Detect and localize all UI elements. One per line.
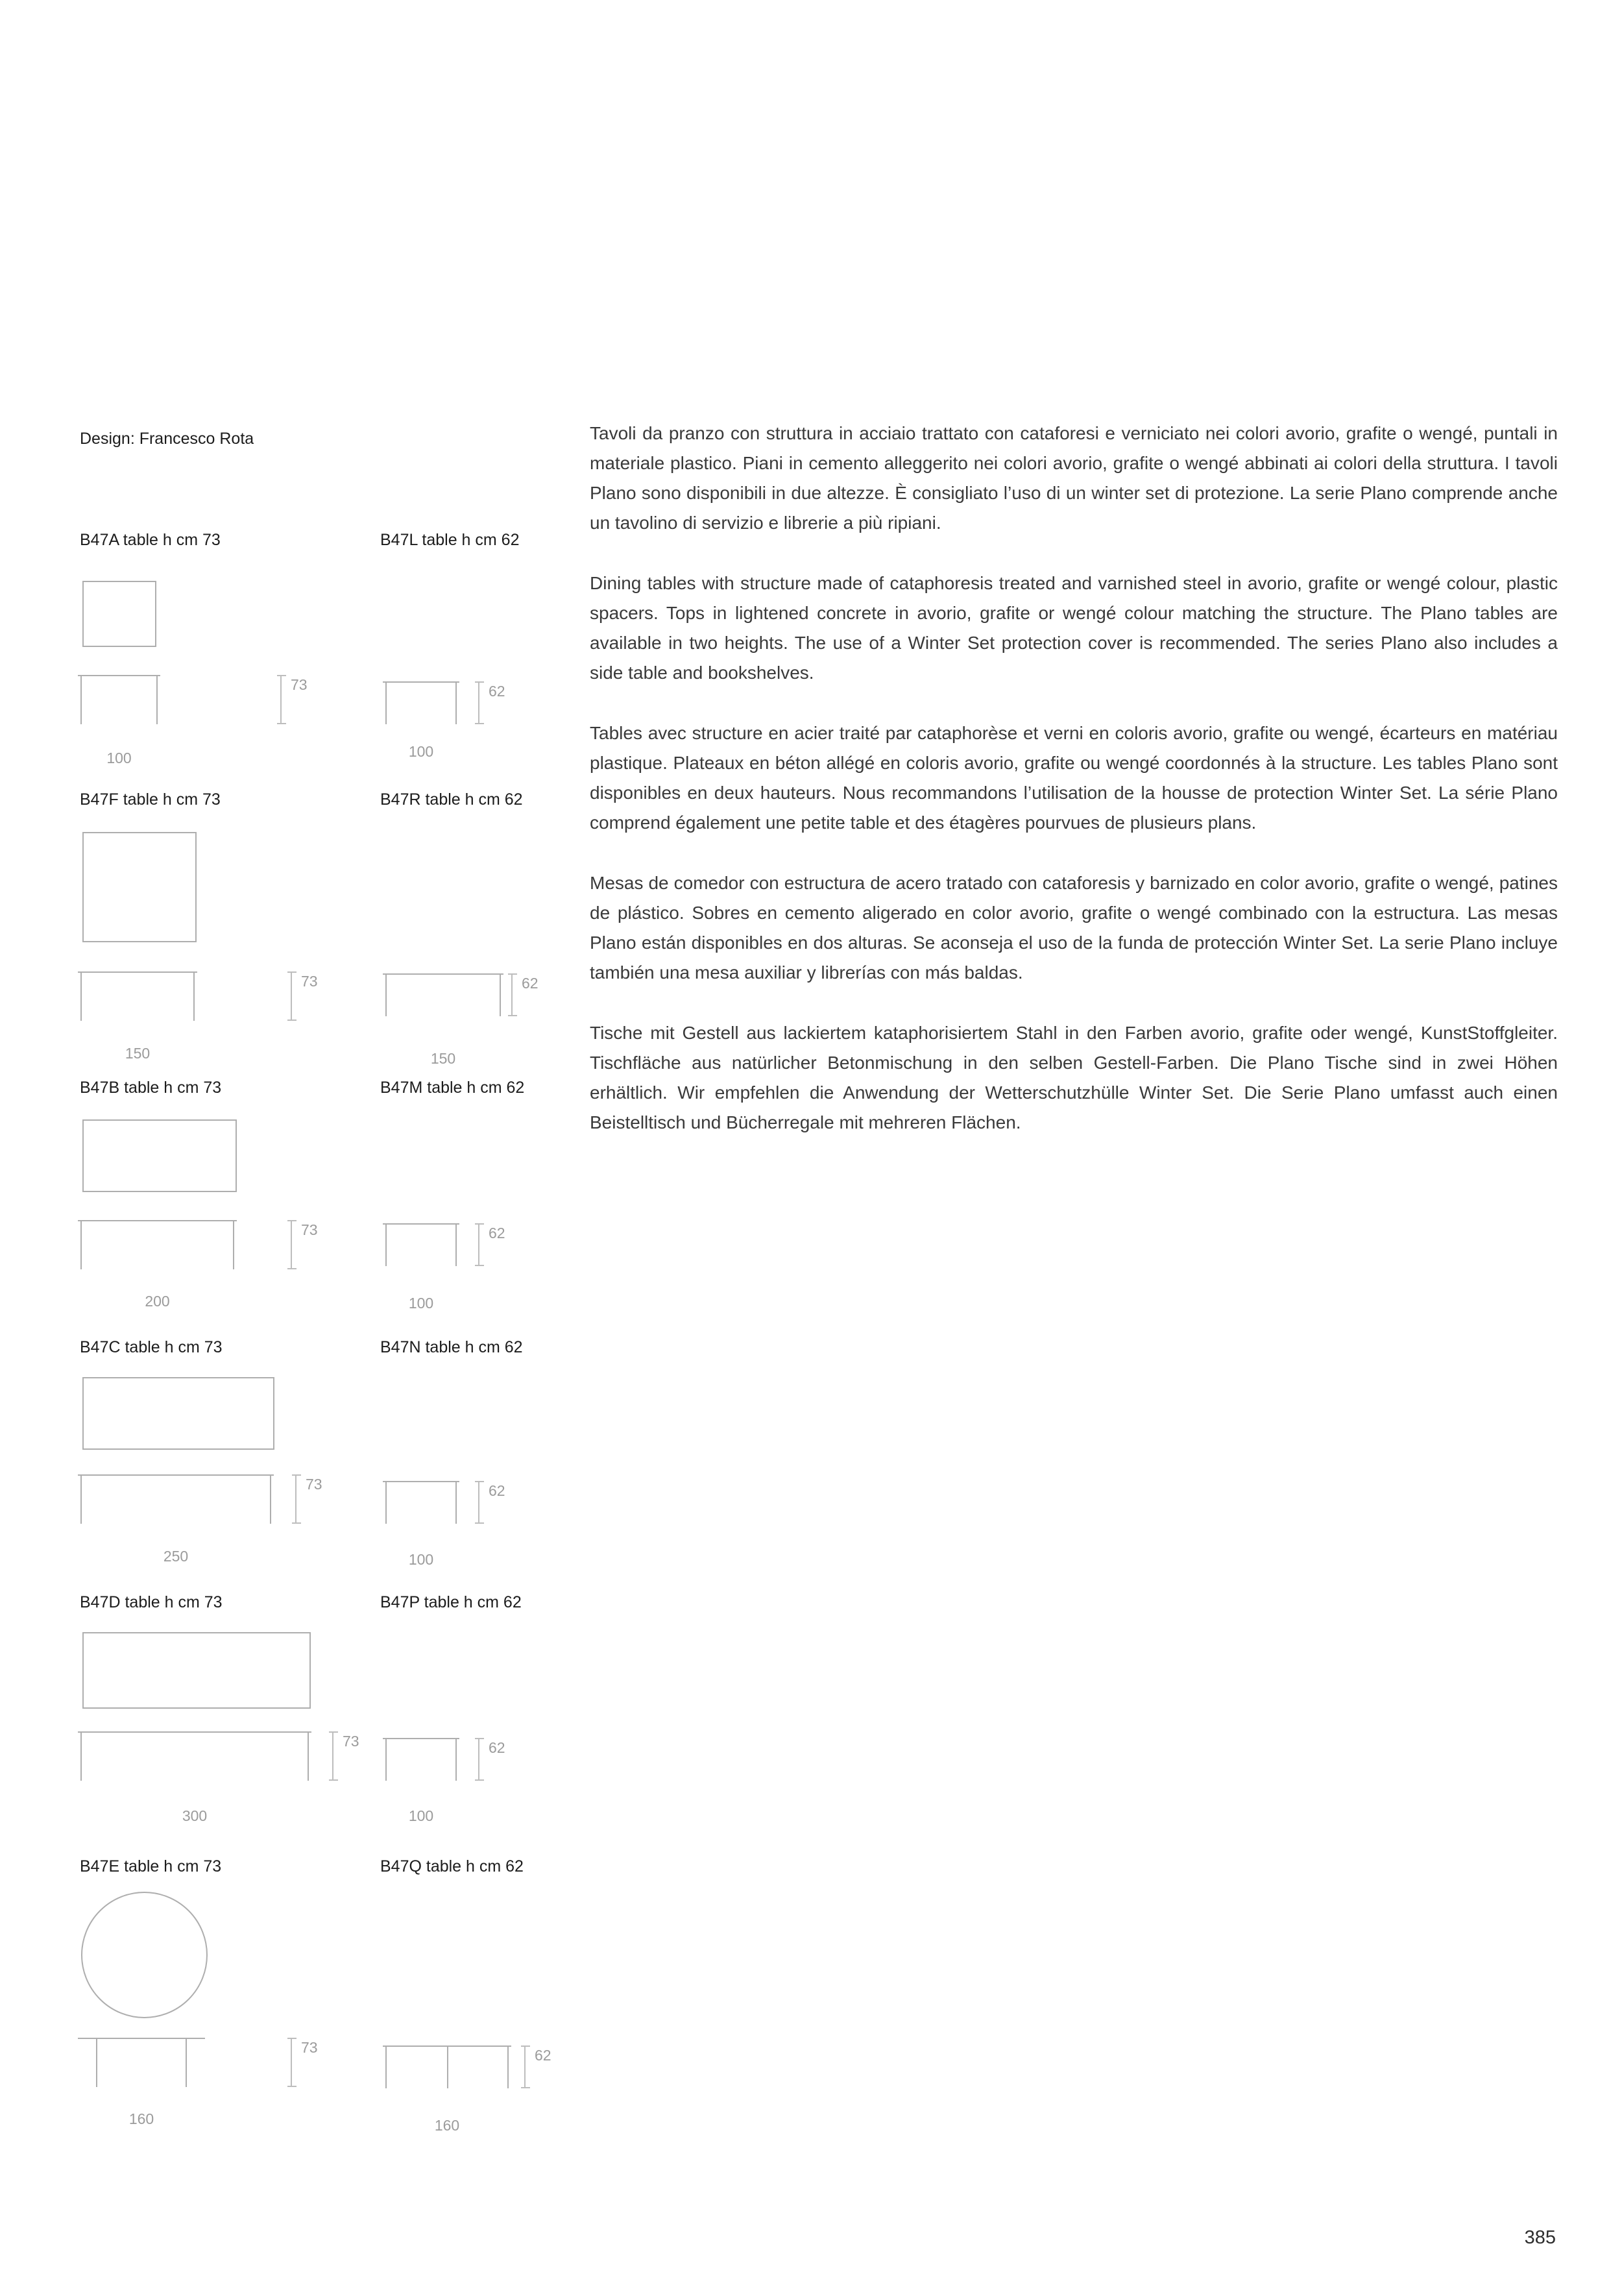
product-label: B47R table h cm 62 [380, 790, 523, 809]
height-dimension [291, 1220, 343, 1269]
table-leg [385, 1223, 387, 1266]
width-dimension: 200 [145, 1293, 170, 1310]
table-elevation-drawing [78, 2038, 205, 2087]
tabletop-line [78, 675, 160, 676]
description-paragraph-english: Dining tables with structure made of cataphoresis treated and varnished steel in avorio, grafite or wengé colour, plastic spacers. Tops in lightened concrete in avorio, grafite or wengé colour matching the structure. The Plano tables are available in two heights. The use of a Winter Set protection cover is recommended. The series Plano also includes a side table and bookshelves. [590, 573, 1558, 683]
width-dimension: 100 [408, 743, 434, 760]
product-label: B47A table h cm 73 [80, 531, 221, 549]
dimension-line [295, 1474, 297, 1524]
table-top-view-drawing [82, 581, 156, 647]
table-elevation-drawing [383, 1223, 459, 1266]
dimension-line [511, 973, 513, 1016]
table-leg [385, 973, 387, 1016]
table-leg [193, 971, 195, 1021]
table-leg [80, 1220, 82, 1269]
height-value: 62 [489, 1739, 505, 1756]
tabletop-line [383, 1223, 459, 1225]
table-elevation-drawing [78, 1474, 274, 1524]
description-paragraph-german: Tische mit Gestell aus lackiertem kataphorisiertem Stahl in den Farben avorio, grafite oder wengé, KunstStoffgleiter. Tischfläche aus natürlicher Betonmischung in den selben Gestell-Farben. Die Plano Tische sind in zwei Höhen erhältlich. Wir empfehlen die Anwendung der Wetterschutzhülle Winter Set. Die Serie Plano umfasst auch einen Beistelltisch und Bücherregale mit mehreren Flächen. [590, 1023, 1558, 1132]
height-value: 73 [301, 973, 318, 990]
table-leg [270, 1474, 271, 1524]
width-dimension: 250 [163, 1548, 189, 1565]
height-dimension [291, 2038, 343, 2087]
width-dimension: 100 [408, 1551, 434, 1568]
dimension-line [524, 2046, 526, 2088]
width-dimension: 150 [430, 1050, 456, 1067]
tabletop-line [78, 971, 197, 973]
description-column [590, 419, 1558, 1138]
width-dimension: 150 [125, 1045, 151, 1062]
height-dimension [295, 1474, 347, 1524]
product-label: B47Q table h cm 62 [380, 1857, 524, 1875]
product-label: B47N table h cm 62 [380, 1338, 523, 1356]
height-value: 73 [291, 676, 308, 693]
width-dimension: 160 [434, 2117, 460, 2134]
table-leg [455, 1738, 457, 1781]
table-leg [186, 2038, 187, 2087]
width-dimension: 100 [408, 1295, 434, 1312]
table-leg [80, 675, 82, 724]
dimension-line [478, 1481, 479, 1524]
height-value: 73 [343, 1733, 359, 1750]
table-leg [507, 2046, 509, 2088]
table-leg [308, 1731, 309, 1781]
table-leg [385, 681, 387, 724]
dimension-line [478, 1738, 479, 1781]
table-elevation-drawing [383, 1481, 459, 1524]
table-leg [385, 2046, 387, 2088]
tabletop-line [78, 1731, 311, 1733]
height-value: 62 [522, 975, 539, 992]
table-leg [156, 675, 158, 724]
table-leg [233, 1220, 234, 1269]
height-dimension [478, 1481, 530, 1524]
table-elevation-drawing [78, 1731, 311, 1781]
height-dimension [291, 971, 343, 1021]
table-leg [385, 1738, 387, 1781]
description-paragraph-spanish: Mesas de comedor con estructura de acero tratado con cataforesis y barnizado en color avorio, grafite o wengé, patines de plástico. Sobres en cemento aligerado en color avorio, grafite o wengé combinado con la estructura. Las mesas Plano están disponibles en dos alturas. Se aconseja el uso de la funda de protección Winter Set. La serie Plano incluye también una mesa auxiliar y librerías con más baldas. [590, 873, 1558, 983]
table-elevation-drawing [78, 971, 197, 1021]
table-top-view-drawing [81, 1892, 208, 2018]
table-leg [80, 1731, 82, 1781]
product-label: B47P table h cm 62 [380, 1593, 522, 1611]
height-dimension [524, 2046, 576, 2088]
table-top-view-drawing [82, 1632, 311, 1709]
page-number: 385 [1524, 2227, 1556, 2248]
tabletop-line [383, 1481, 459, 1482]
width-dimension: 300 [182, 1807, 208, 1824]
product-label: B47B table h cm 73 [80, 1079, 222, 1097]
table-elevation-drawing [78, 675, 160, 724]
tabletop-line [383, 1738, 459, 1739]
dimension-line [280, 675, 282, 724]
dimension-line [478, 1223, 479, 1266]
width-dimension: 100 [408, 1807, 434, 1824]
description-paragraph-italian: Tavoli da pranzo con struttura in acciaio trattato con cataforesi e verniciato nei colori avorio, grafite o wengé, puntali in materiale plastico. Piani in cemento alleggerito nei colori avorio, grafite o wengé abbinati ai colori della struttura. I tavoli Plano sono disponibili in due altezze. È consigliato l’uso di un winter set di protezione. La serie Plano comprende anche un tavolino di servizio e librerie a più ripiani. [590, 423, 1558, 533]
table-leg [96, 2038, 97, 2087]
height-dimension [478, 1223, 530, 1266]
height-value: 62 [489, 1225, 505, 1241]
table-leg [447, 2046, 448, 2088]
width-dimension: 100 [106, 750, 132, 766]
height-value: 73 [301, 2039, 318, 2056]
table-leg [455, 1481, 457, 1524]
table-leg [455, 1223, 457, 1266]
dimension-line [291, 2038, 292, 2087]
width-dimension: 160 [128, 2110, 154, 2127]
product-label: B47L table h cm 62 [380, 531, 520, 549]
designer-credit: Design: Francesco Rota [80, 430, 254, 448]
tabletop-line [383, 681, 459, 683]
product-label: B47C table h cm 73 [80, 1338, 223, 1356]
height-dimension [511, 973, 563, 1016]
table-elevation-drawing [383, 2046, 511, 2088]
height-value: 62 [489, 683, 505, 700]
dimension-line [478, 681, 479, 724]
height-dimension [280, 675, 332, 724]
height-value: 73 [301, 1221, 318, 1238]
table-top-view-drawing [82, 1377, 274, 1450]
tabletop-line [383, 973, 503, 975]
height-dimension [332, 1731, 384, 1781]
height-value: 62 [489, 1482, 505, 1499]
product-label: B47E table h cm 73 [80, 1857, 222, 1875]
table-leg [80, 1474, 82, 1524]
table-top-view-drawing [82, 832, 197, 942]
table-leg [455, 681, 457, 724]
dimension-line [291, 1220, 292, 1269]
tabletop-line [78, 1220, 237, 1221]
height-value: 73 [306, 1476, 322, 1493]
product-label: B47M table h cm 62 [380, 1079, 525, 1097]
table-leg [80, 971, 82, 1021]
height-dimension [478, 1738, 530, 1781]
description-paragraph-french: Tables avec structure en acier traité par cataphorèse et verni en coloris avorio, grafite ou wengé, écarteurs en matériau plastique. Plateaux en béton allégé en coloris avorio, grafite ou wengé coordonnés à la structure. Les tables Plano sont disponibles en deux hauteurs. Nous recommandons l’utilisation de la housse de protection Winter Set. La série Plano comprend également une petite table et des étagères pourvues de plusieurs plans. [590, 723, 1558, 833]
height-value: 62 [535, 2047, 551, 2064]
table-elevation-drawing [383, 681, 459, 724]
table-top-view-drawing [82, 1119, 237, 1192]
dimension-line [332, 1731, 333, 1781]
product-label: B47D table h cm 73 [80, 1593, 223, 1611]
height-dimension [478, 681, 530, 724]
table-elevation-drawing [78, 1220, 237, 1269]
table-leg [385, 1481, 387, 1524]
table-leg [500, 973, 501, 1016]
product-label: B47F table h cm 73 [80, 790, 221, 809]
table-elevation-drawing [383, 1738, 459, 1781]
dimension-line [291, 971, 292, 1021]
table-elevation-drawing [383, 973, 503, 1016]
tabletop-line [78, 1474, 274, 1476]
